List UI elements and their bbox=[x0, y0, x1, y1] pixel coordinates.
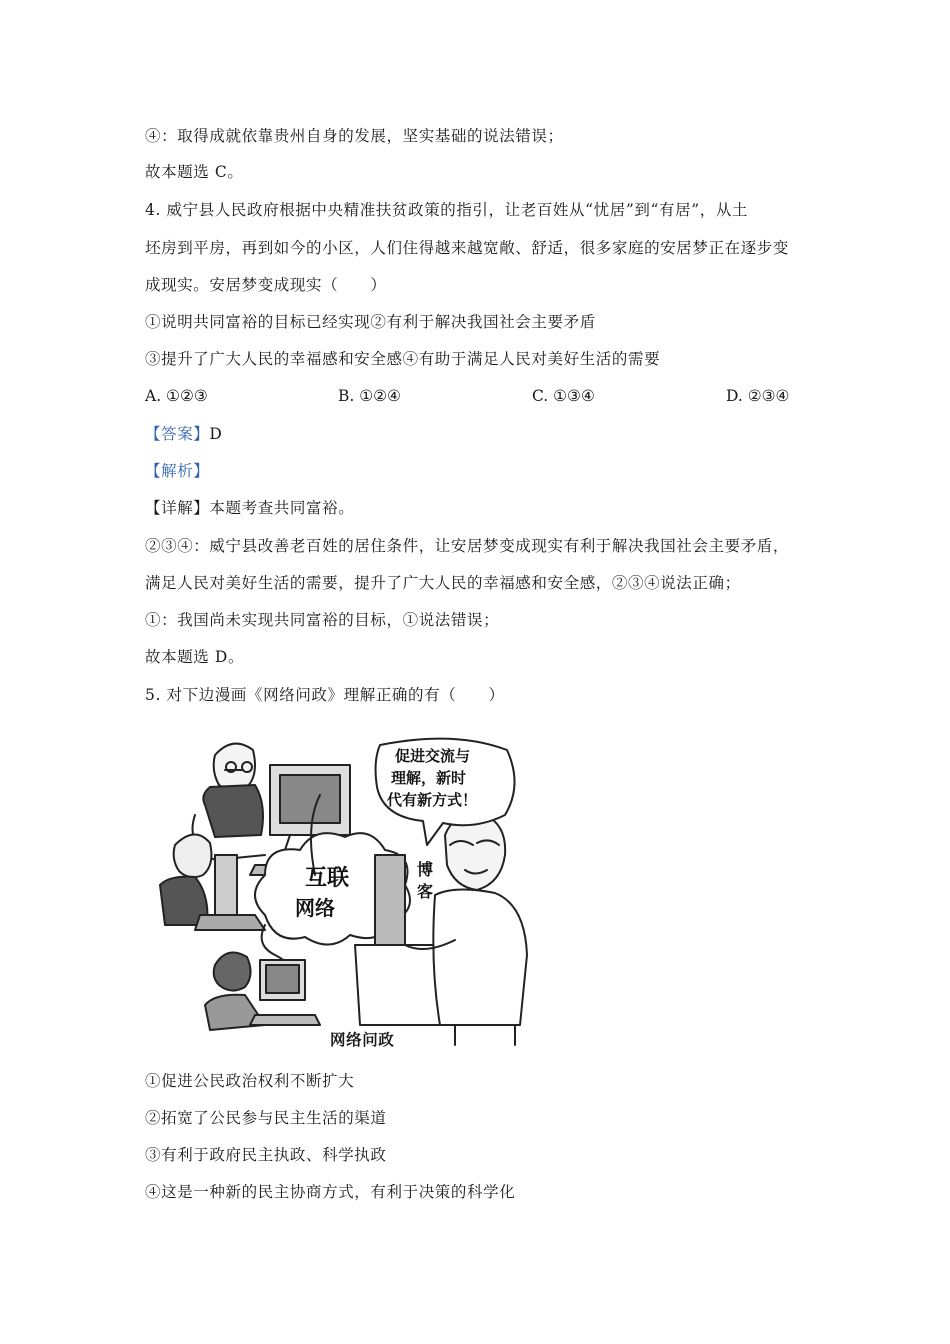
cartoon-internet-governance bbox=[155, 725, 535, 1055]
man-middle-left-figure bbox=[160, 834, 265, 930]
q4-correct-line-1: ②③④：威宁县改善老百姓的居住条件，让安居梦变成现实有利于解决我国社会主要矛盾， bbox=[145, 537, 790, 555]
q4-option-d: D. ②③④ bbox=[726, 387, 790, 405]
cloud-text-line-2: 网络 bbox=[295, 896, 335, 920]
q4-option-a: A. ①②③ bbox=[145, 387, 208, 405]
woman-bottom-left-figure bbox=[205, 953, 320, 1031]
answer-label: 【答案】 bbox=[145, 425, 210, 443]
q4-option-c: C. ①③④ bbox=[532, 387, 595, 405]
q4-statements-1-2: ①说明共同富裕的目标已经实现②有利于解决我国社会主要矛盾 bbox=[145, 313, 596, 331]
blog-label-1: 博 bbox=[417, 860, 434, 879]
answer-value: D bbox=[209, 425, 223, 443]
q5-statement-3: ③有利于政府民主执政、科学执政 bbox=[145, 1146, 387, 1164]
q4-stem-line-3: 成现实。安居梦变成现实（ ） bbox=[145, 276, 387, 294]
q4-option-b: B. ①②④ bbox=[338, 387, 401, 405]
q5-statement-2: ②拓宽了公民参与民主生活的渠道 bbox=[145, 1109, 387, 1127]
speech-text-line-3: 代有新方式！ bbox=[387, 791, 478, 809]
q4-statements-3-4: ③提升了广大人民的幸福感和安全感④有助于满足人民对美好生活的需要 bbox=[145, 350, 661, 368]
cloud-text-line-1: 互联 bbox=[305, 866, 350, 891]
analysis-label: 【解析】 bbox=[145, 462, 210, 480]
q4-answer bbox=[145, 424, 222, 444]
prev-conclusion: 故本题选 C。 bbox=[145, 163, 244, 181]
q5-statement-4: ④这是一种新的民主协商方式，有利于决策的科学化 bbox=[145, 1183, 516, 1201]
q4-stem-line-2: 坯房到平房，再到如今的小区，人们住得越来越宽敞、舒适，很多家庭的安居梦正在逐步变 bbox=[145, 239, 790, 257]
q4-correct-line-2: 满足人民对美好生活的需要，提升了广大人民的幸福感和安全感，②③④说法正确； bbox=[145, 574, 741, 592]
q4-conclusion: 故本题选 D。 bbox=[145, 648, 245, 666]
q4-stem-line-1: 4. 威宁县人民政府根据中央精准扶贫政策的指引，让老百姓从“忧居”到“有居”，从土 bbox=[145, 201, 749, 219]
q5-stem: 5. 对下边漫画《网络问政》理解正确的有（ ） bbox=[145, 686, 505, 704]
speech-text-line-2: 理解，新时 bbox=[391, 769, 467, 787]
q5-statement-1: ①促进公民政治权利不断扩大 bbox=[145, 1072, 355, 1090]
q4-detail: 【详解】本题考查共同富裕。 bbox=[145, 499, 355, 517]
q4-wrong-line: ①：我国尚未实现共同富裕的目标，①说法错误； bbox=[145, 611, 500, 629]
speech-text-line-1: 促进交流与 bbox=[395, 747, 471, 765]
prev-analysis-item-4: ④：取得成就依靠贵州自身的发展，坚实基础的说法错误； bbox=[145, 127, 564, 145]
cartoon-caption: 网络问政 bbox=[330, 1031, 395, 1049]
blog-label-2: 客 bbox=[417, 882, 434, 901]
